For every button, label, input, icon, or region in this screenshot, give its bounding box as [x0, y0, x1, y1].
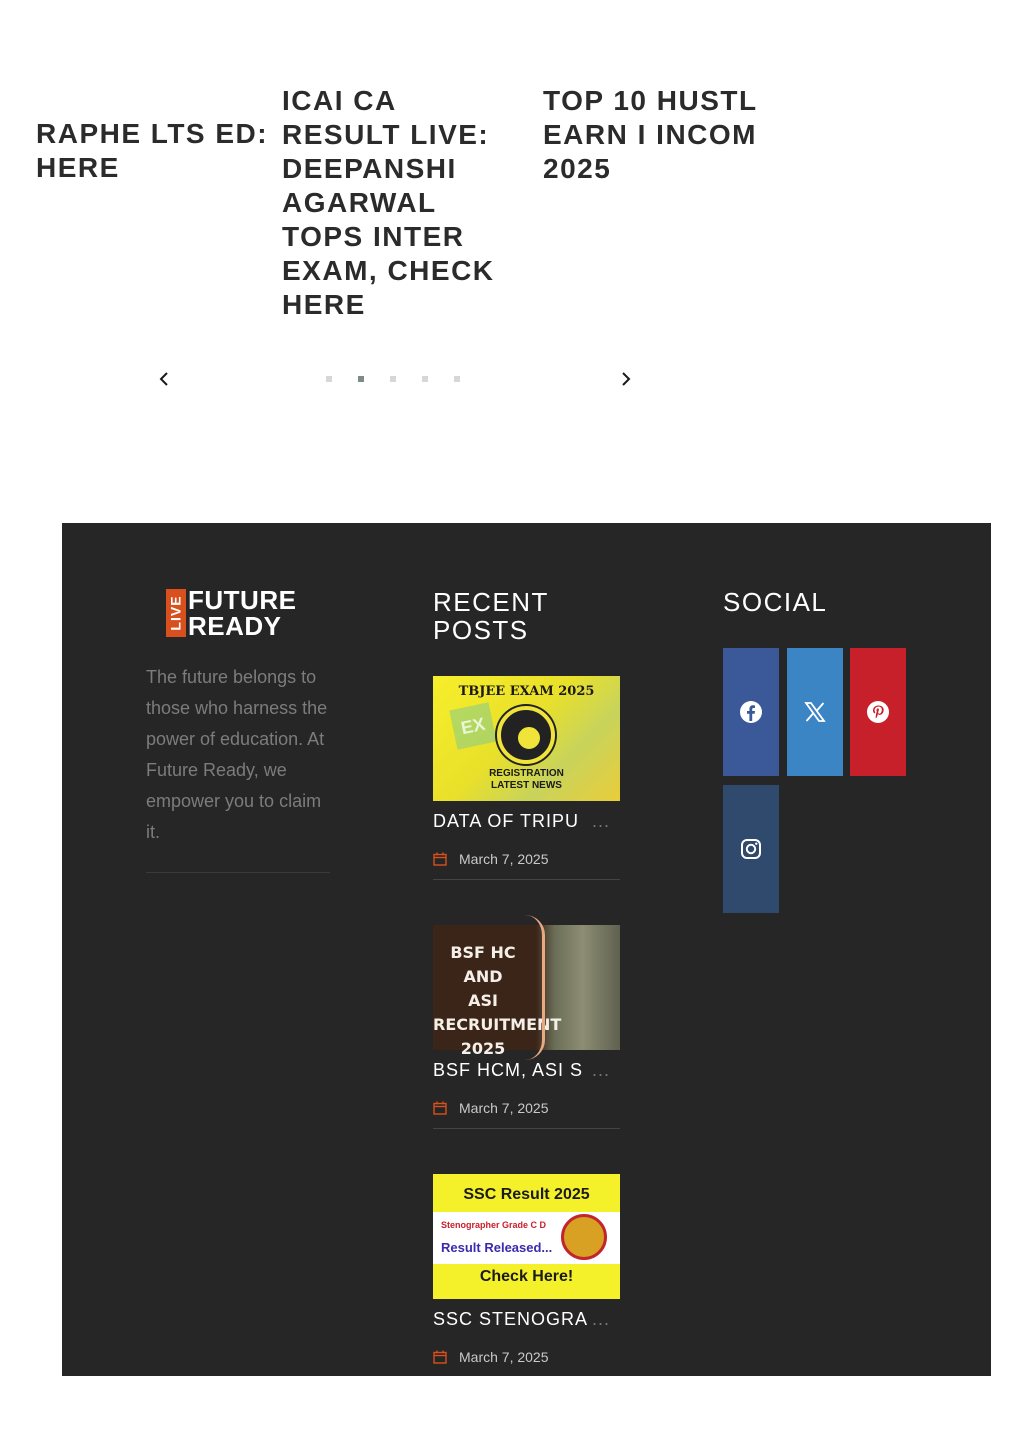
post-title-link[interactable]: BSF HCM, ASI S ...: [433, 1060, 620, 1084]
post-date: March 7, 2025: [459, 851, 549, 867]
instagram-button[interactable]: [723, 785, 779, 913]
x-button[interactable]: [787, 648, 843, 776]
facebook-icon: [739, 700, 763, 724]
carousel-dot-active[interactable]: [358, 376, 364, 382]
post-title-link[interactable]: SSC STENOGRA ...: [433, 1309, 620, 1333]
pinterest-icon: [866, 700, 890, 724]
recent-posts-heading: RECENT POSTS: [433, 587, 549, 645]
post-thumbnail[interactable]: BSF HC AND ASI RECRUITMENT 2025: [433, 925, 620, 1050]
logo-live-badge: LIVE: [166, 589, 186, 637]
carousel-slide-previous[interactable]: [36, 117, 276, 185]
post-meta: [433, 1098, 620, 1118]
post-meta: [433, 849, 620, 869]
post-thumbnail[interactable]: TBJEE EXAM 2025 EX REGISTRATION LATEST NEWS: [433, 676, 620, 801]
divider: [146, 872, 330, 873]
emblem: [561, 1214, 607, 1260]
carousel-slide-current[interactable]: [282, 84, 512, 322]
slide-title[interactable]: TOP 10 HUSTL EARN I INCOM 2025: [543, 85, 758, 184]
recent-post: [433, 676, 620, 880]
calendar-icon: [433, 1101, 447, 1115]
carousel-dot[interactable]: [390, 376, 396, 382]
site-footer: [62, 523, 991, 1376]
divider: [433, 1128, 620, 1129]
recent-post: [433, 1174, 620, 1367]
post-date: March 7, 2025: [459, 1349, 549, 1365]
carousel-prev-button[interactable]: [152, 369, 176, 389]
slide-title[interactable]: ICAI CA RESULT LIVE: DEEPANSHI AGARWAL TOPS INTER EXAM, CHECK HERE: [282, 85, 495, 320]
calendar-icon: [433, 1350, 447, 1364]
calendar-icon: [433, 852, 447, 866]
site-logo[interactable]: [166, 587, 296, 639]
recent-post: [433, 925, 620, 1129]
logo-wordmark: FUTURE READY: [188, 585, 297, 641]
carousel-next-button[interactable]: [614, 369, 638, 389]
x-icon: [803, 700, 827, 724]
social-heading: SOCIAL: [723, 587, 828, 617]
slide-title[interactable]: RAPHE LTS ED: HERE: [36, 118, 269, 183]
instagram-icon: [739, 837, 763, 861]
divider: [433, 879, 620, 880]
post-meta: [433, 1347, 620, 1367]
post-title-link[interactable]: DATA OF TRIPU ...: [433, 811, 620, 835]
facebook-button[interactable]: [723, 648, 779, 776]
carousel-dot[interactable]: [454, 376, 460, 382]
carousel-dot[interactable]: [326, 376, 332, 382]
carousel-pagination: [326, 376, 460, 382]
pinterest-button[interactable]: [850, 648, 906, 776]
chevron-left-icon: [159, 371, 169, 387]
carousel-slide-next[interactable]: [543, 84, 803, 186]
carousel-viewport: [36, 84, 758, 329]
post-thumbnail[interactable]: SSC Result 2025 Stenographer Grade C D Result Released... Check Here!: [433, 1174, 620, 1299]
carousel-dot[interactable]: [422, 376, 428, 382]
footer-about-text: The future belongs to those who harness the power of education. At Future Ready, we empower you to claim it.: [146, 667, 328, 842]
chevron-right-icon: [621, 371, 631, 387]
post-date: March 7, 2025: [459, 1100, 549, 1116]
news-carousel: [36, 84, 758, 404]
seal-emblem: [497, 706, 555, 764]
